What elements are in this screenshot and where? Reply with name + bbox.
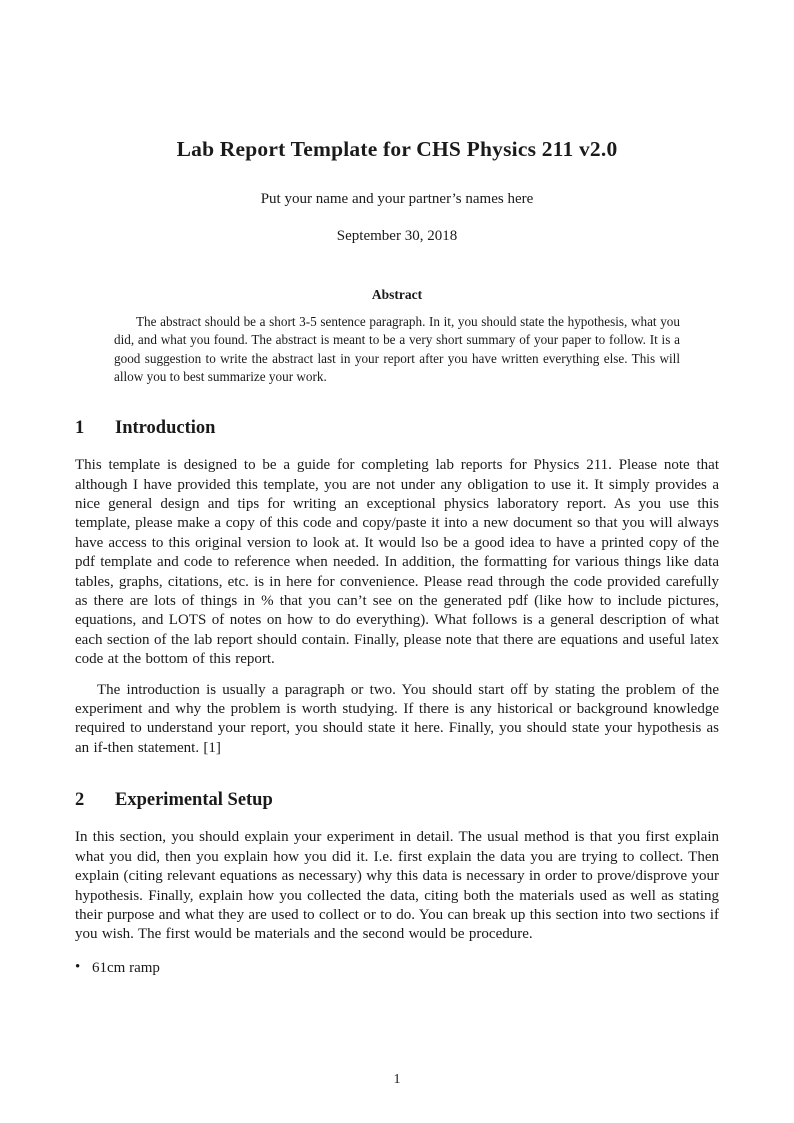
bullet-icon: •	[75, 958, 81, 975]
section-title: Introduction	[115, 418, 216, 439]
section-number: 2	[75, 790, 85, 811]
list-item	[75, 959, 719, 978]
date-line: September 30, 2018	[336, 228, 458, 244]
section-title: Experimental Setup	[115, 790, 273, 811]
author-line: Put your name and your partner’s names here	[260, 191, 534, 207]
paragraph-setup-1: In this section, you should explain your experiment in detail. The usual method is that you first explain what you did, then you explain how you did it. I.e. first explain the data you are trying to collect. Then explain (citing relevant equations as necessary) why this data is necessary in order to prove/disprove your hypothesis. Finally, explain how you collected the data, citing both the materials used as well as stating their purpose and what they are used to collect or to do. You can break up this section into two sections if you wish. The first would be materials and the second would be procedure.	[75, 829, 719, 943]
materials-list	[75, 959, 719, 978]
abstract-text: The abstract should be a short 3-5 sentence paragraph. In it, you should state the hypothesis, what you did, and what you found. The abstract is meant to be a very short summary of your paper to follow. It is a good suggestion to write the abstract last in your report after you have written everything else. This will allow you to best summarize your work.	[114, 314, 680, 384]
abstract-heading: Abstract	[371, 287, 423, 302]
document-title: Lab Report Template for CHS Physics 211 v2.0	[176, 137, 618, 161]
section-heading-introduction	[75, 416, 719, 440]
page-number: 1	[393, 1072, 401, 1087]
list-item-text: 61cm ramp	[92, 959, 160, 976]
section-number: 1	[75, 418, 85, 439]
paragraph-intro-1: This template is designed to be a guide for completing lab reports for Physics 211. Please note that although I have provided this template, you are not under any obligation to use it. It simply provides a nice general design and tips for writing an exceptional physics laboratory report. As you use this template, please make a copy of this code and copy/paste it into a new document so that you will always have access to this original version to look at. It would lso be a good idea to have a printed copy of the pdf template and code to reference when needed. In addition, the formatting for various things like data tables, graphs, citations, etc. is in here for convenience. Please read through the code provided carefully as there are lots of things in % that you can’t see on the generated pdf (like how to include pictures, equations, and LOTS of notes on how to do everything). What follows is a general description of what each section of the lab report should contain. Finally, please note that there are equations and useful latex code at the bottom of this report.	[75, 457, 719, 668]
paragraph-intro-2: The introduction is usually a paragraph or two. You should start off by stating the problem of the experiment and why the problem is worth studying. If there is any historical or background knowledge required to understand your report, you should state it here. Finally, you should state your hypothesis as an if-then statement. [1]	[75, 681, 719, 756]
section-heading-experimental-setup	[75, 788, 719, 812]
